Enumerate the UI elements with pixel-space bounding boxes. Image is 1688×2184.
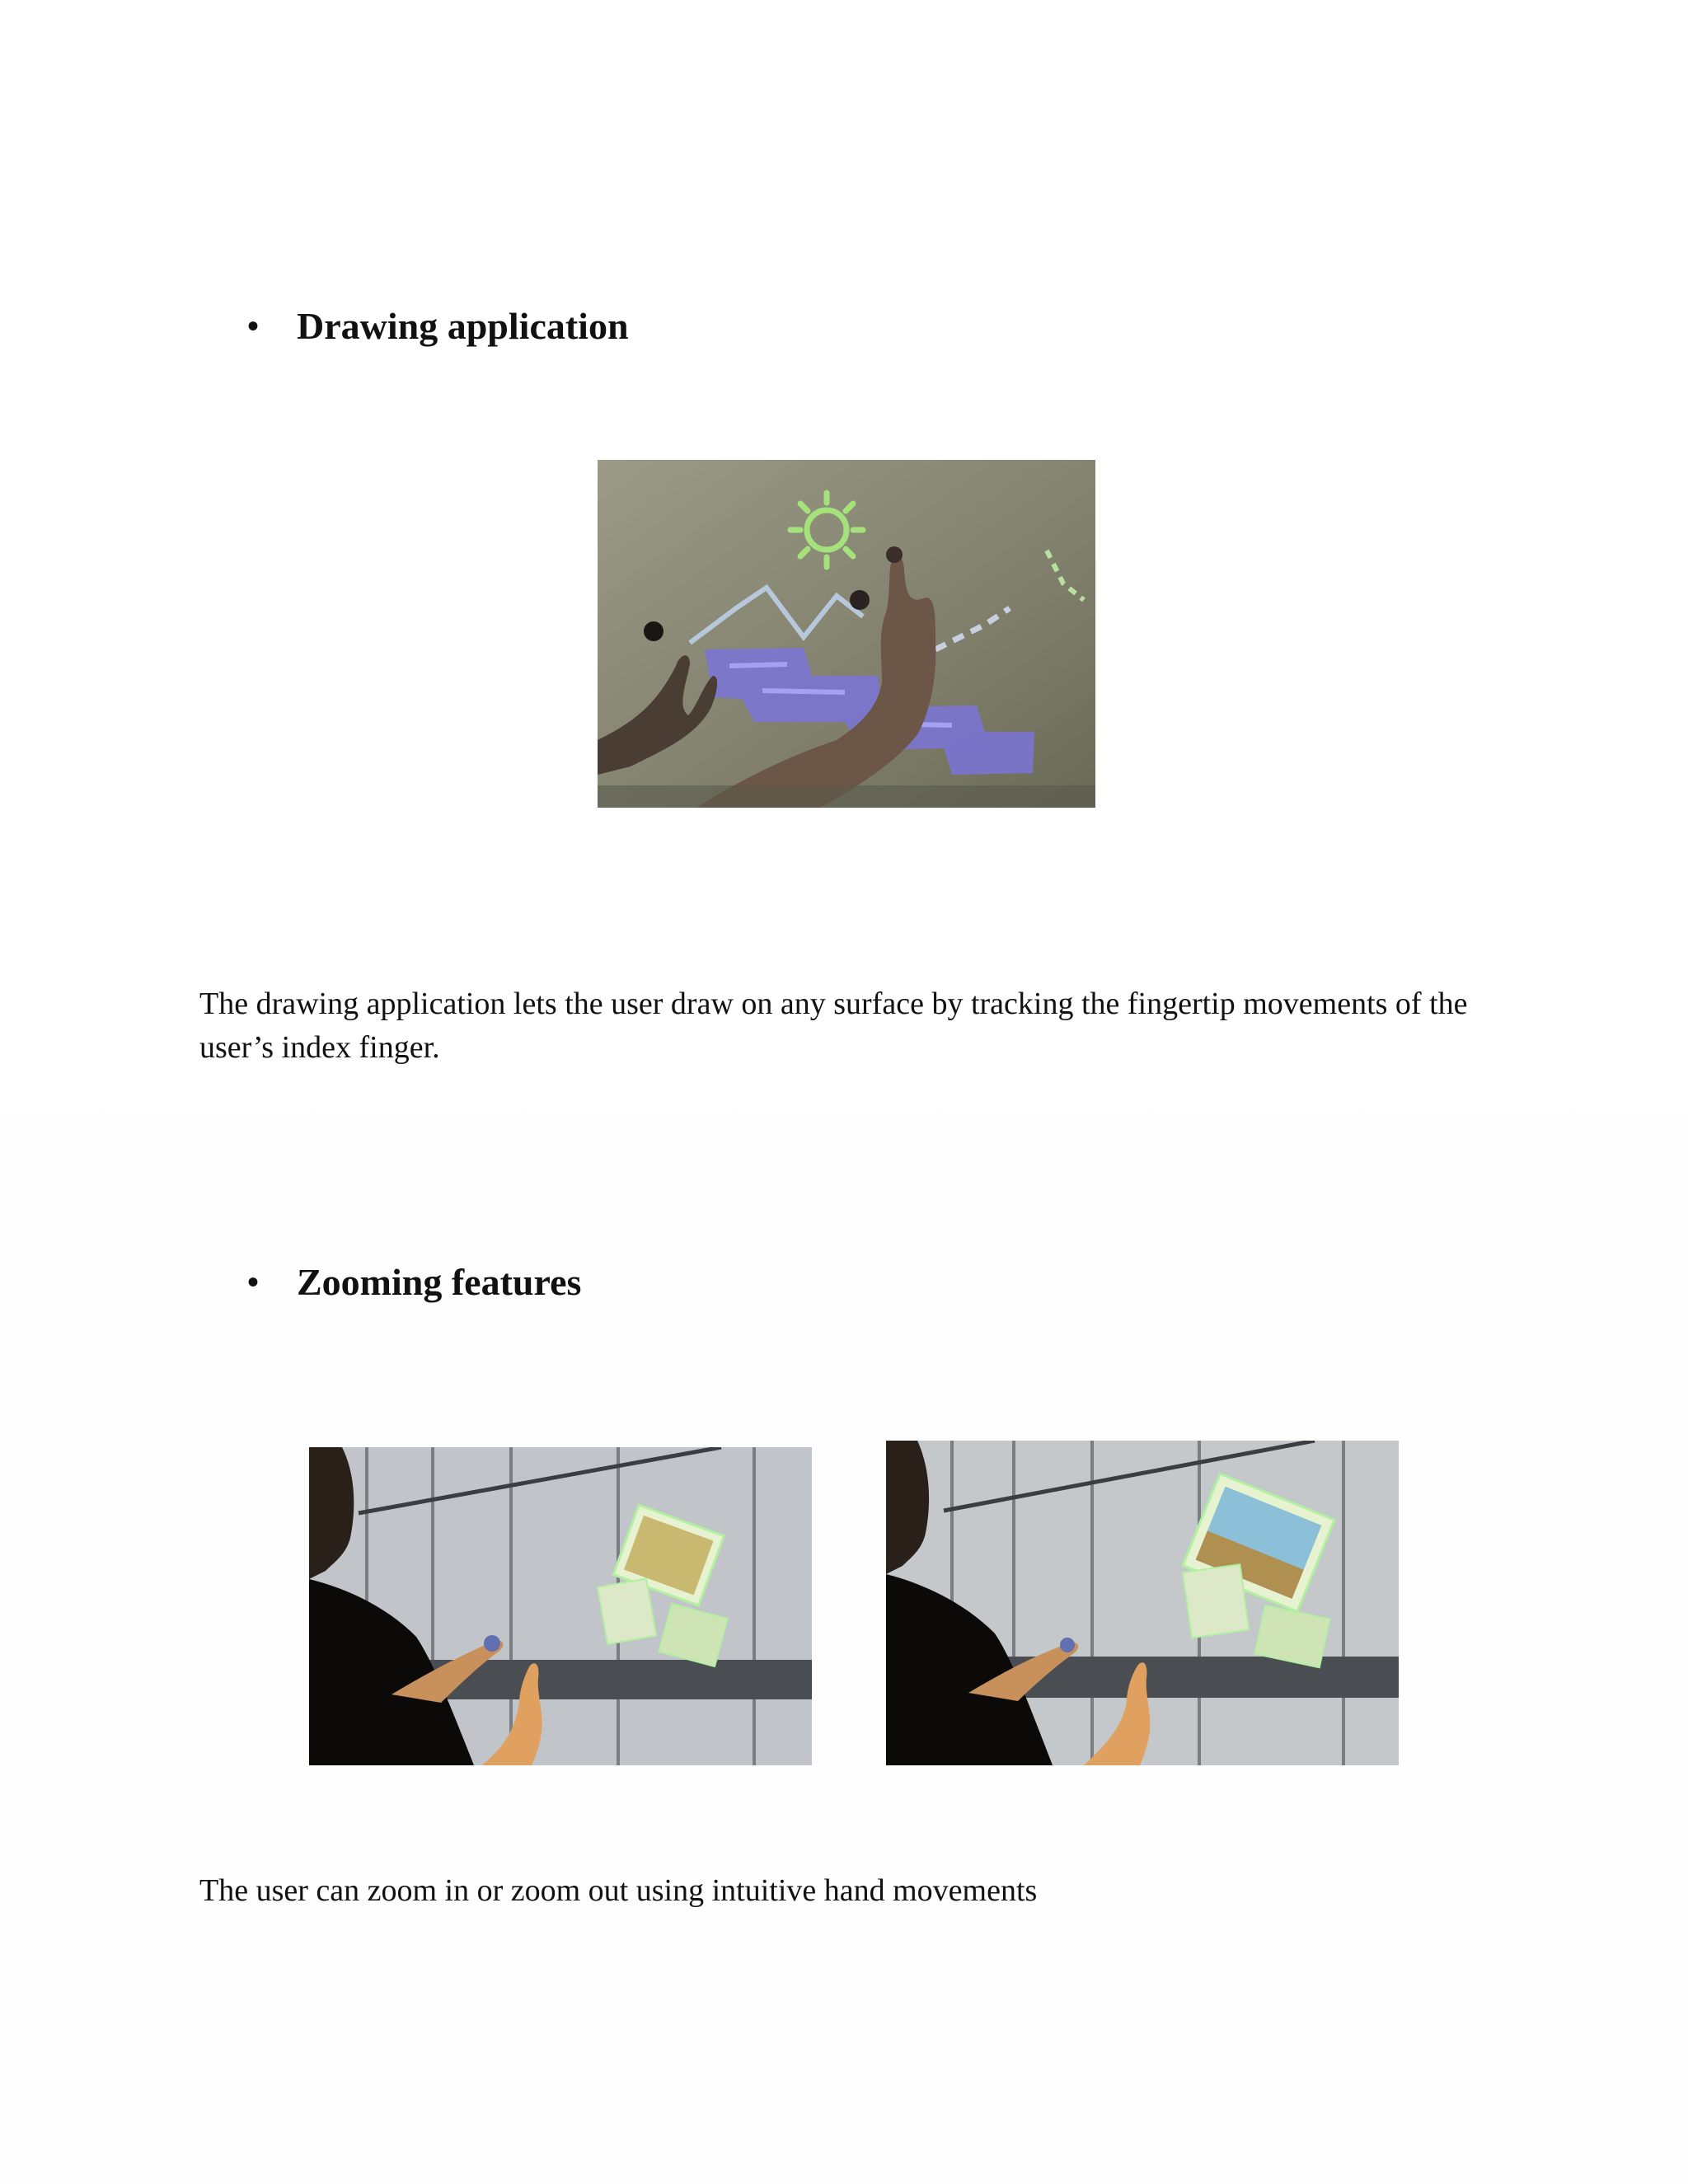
bullet-icon: • bbox=[247, 1263, 260, 1301]
zoom-gesture-image-before bbox=[309, 1447, 812, 1765]
projected-drawing-photo-icon bbox=[598, 460, 1095, 808]
heading-text: Drawing application bbox=[297, 305, 629, 347]
bullet-icon: • bbox=[247, 307, 260, 344]
zoom-gesture-image-after bbox=[886, 1441, 1399, 1765]
zoom-gesture-photo-icon bbox=[309, 1447, 812, 1765]
section-heading-drawing bbox=[247, 303, 629, 349]
section-heading-zooming bbox=[247, 1259, 581, 1305]
zooming-features-description: The user can zoom in or zoom out using intuitive hand movements bbox=[199, 1873, 1038, 1908]
drawing-application-image bbox=[598, 460, 1095, 808]
zoom-gesture-photo-icon bbox=[886, 1441, 1399, 1765]
drawing-application-description: The drawing application lets the user draw on any surface by tracking the fingertip movements of the user’s index finger. bbox=[199, 987, 1468, 1065]
heading-text: Zooming features bbox=[297, 1261, 582, 1303]
